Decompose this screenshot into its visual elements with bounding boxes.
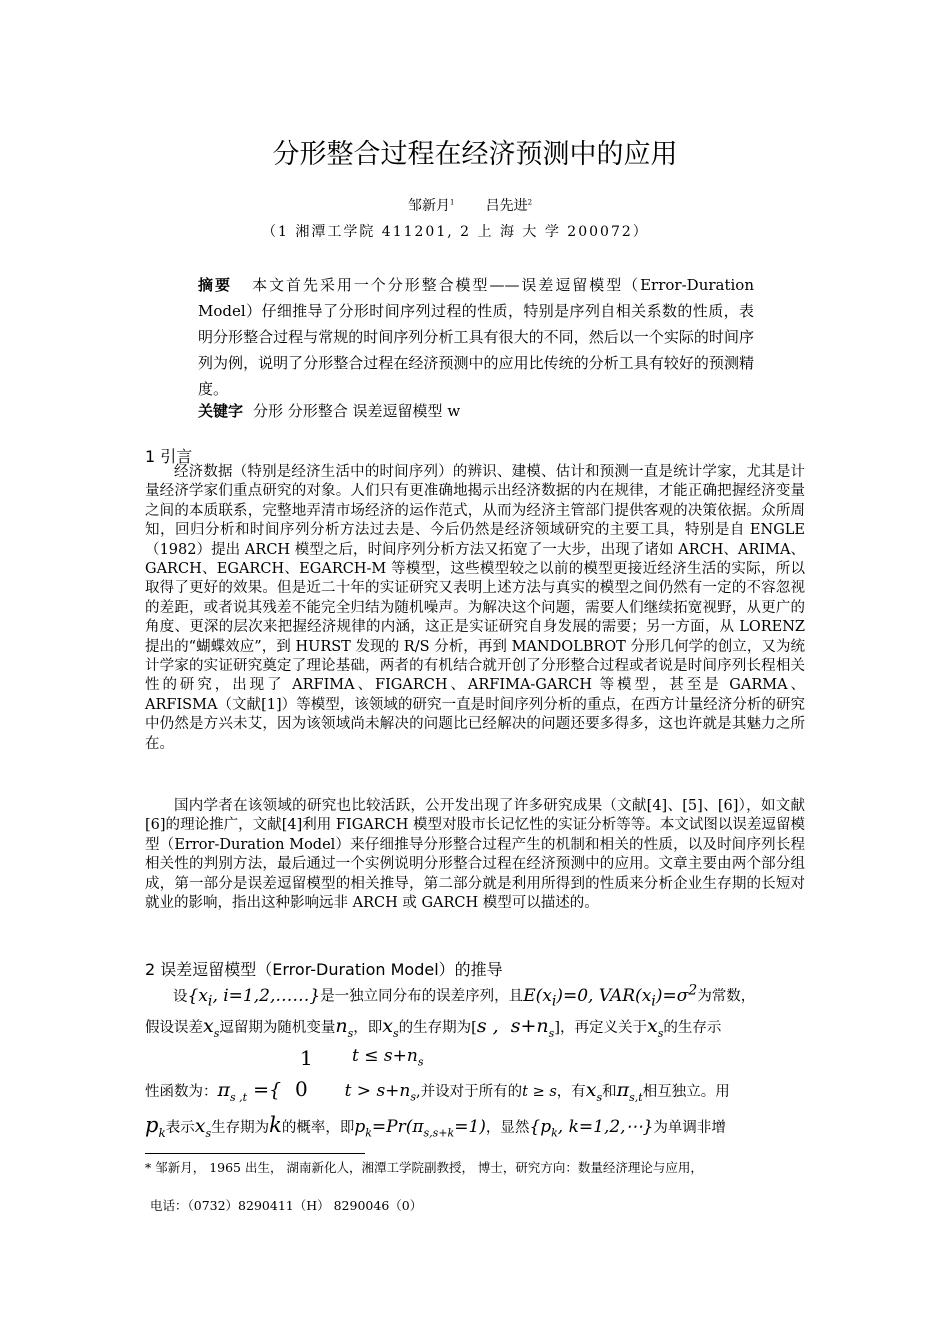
- paper-title: 分形整合过程在经济预测中的应用: [272, 139, 678, 170]
- section-1-paragraph-2: 国内学者在该领域的研究也比较活跃，公开发出现了许多研究成果（文献[4]、[5]、[6]），如文献[6]的理论推广，文献[4]利用 FIGARCH 模型对股市长记忆性的实证分析等等。本文试图以误差逗留模型（Error-Duration Model）来仔细推导分形整合过程产生的机制和相关的性质，以及时间序列长程相关性的判别方法，最后通过一个实例说明分形整合过程在经济预测中的应用。文章主要由两个部分组成，第一部分是误差逗留模型的相关推导，第二部分就是利用所得到的性质来分析企业生存期的长短对就业的影响，指出这种影响远非 ARCH 或 GARCH 模型可以描述的。: [145, 798, 805, 912]
- math-line-2: 假设误差$x_s$逗留期为随机变量$n_s$，即$x_s$的生存期为[s , $s+n_s$]，再定义关于$x_s$的生存示: [145, 1015, 722, 1040]
- section-1-paragraph-1: 经济数据（特别是经济生活中的时间序列）的辨识、建模、估计和预测一直是统计学家，尤其是计量经济学家们重点研究的对象。人们只有更准确地揭示出经济数据的内在规律，才能正确把握经济变量之间的本质联系，完整地弄清市场经济的运作范式，从而为经济主管部门提供客观的决策依据。众所周知，回归分析和时间序列分析方法过去是、今后仍然是经济领域研究的主要工具，特别是自 ENGLE（1982）提出 ARCH 模型之后，时间序列分析方法又拓宽了一大步，出现了诸如 ARCH、ARIMA、GARCH、EGARCH、EGARCH-M 等模型，这些模型较之以前的模型更接近经济生活的实际，所以取得了更好的效果。但是近二十年的实证研究又表明上述方法与真实的模型之间仍然有一定的不容忽视的差距，或者说其残差不能完全归结为随机噪声。为解决这个问题，需要人们继续拓宽视野，从更广的角度、更深的层次来把握经济规律的内涵，这正是实证研究自身发展的需要；另一方面，从 LORENZ 提出的“蝴蝶效应”，到 HURST 发现的 R/S 分析，再到 MANDOLBROT 分形几何学的创立，又为统计学家的实证研究奠定了理论基础，两者的有机结合就开创了分形整合过程或者说是时间序列长程相关性的研究，出现了 ARFIMA、FIGARCH、ARFIMA-GARCH 等模型，甚至是 GARMA、ARFISMA（文献[1]）等模型，该领域的研究一直是时间序列分析的重点，在西方计量经济分析的研究中仍然是方兴未艾，因为该领域尚未解决的问题比已经解决的问题还要多得多，这也许就是其魅力之所在。: [145, 464, 805, 752]
- piecewise-condition-1: $t \le s+n_s$: [352, 1046, 424, 1069]
- author-2: 吕先进: [485, 198, 528, 214]
- footnote-line-1: * 邹新月， 1965 出生， 湖南新化人，湘潭工学院副教授， 博士，研究方向：数量经济理论与应用，: [145, 1160, 703, 1175]
- abstract-label: 摘要: [198, 276, 232, 294]
- abstract-text: 本文首先采用一个分形整合模型——误差逗留模型（Error-Duration Model）仔细推导了分形时间序列过程的性质，特别是序列自相关系数的性质，表明分形整合过程与常规的时间序列分析工具有很大的不同，然后以一个实际的时间序列为例，说明了分形整合过程在经济预测中的应用比传统的分析工具有较好的预测精度。: [198, 276, 754, 398]
- section-1-heading: 1 引言: [145, 447, 193, 466]
- authors: [408, 195, 532, 215]
- math-line-3: 性函数为：$\pi_{s ,t}$ ={ 0 $t > s+n_s$,并设对于所有的t ≥ s，有$x_s$和$\pi_{s,t}$相互独立。用: [145, 1077, 730, 1104]
- author-1-sup: 1: [450, 198, 455, 207]
- math-line-1: 设{$x_i$, i=1,2,……}是一独立同分布的误差序列，且$E(x_i)=0$, $VAR(x_i)=\sigma^2$为常数，: [173, 982, 756, 1010]
- keywords: [198, 400, 460, 421]
- keywords-label: 关键字: [198, 402, 244, 420]
- piecewise-value-0: 0: [294, 1077, 308, 1101]
- formula-expectation: $E(x_i)=0$, $VAR(x_i)=\sigma^2$: [523, 982, 698, 1010]
- section-2-heading: 2 误差逗留模型（Error-Duration Model）的推导: [145, 960, 503, 979]
- piecewise-value-1: 1: [300, 1046, 313, 1070]
- author-1: 邹新月: [408, 198, 450, 214]
- footnote-divider: [145, 1153, 365, 1154]
- keywords-text: 分形 分形整合 误差逗留模型 w: [253, 402, 461, 420]
- formula-sequence: {$x_i$, i=1,2,……}: [187, 985, 321, 1010]
- author-2-sup: 2: [527, 198, 533, 207]
- footnote-line-2: 电话：（0732）8290411（H） 8290046（0）: [150, 1198, 423, 1213]
- affiliation: （1 湘潭工学院 411201, 2 上 海 大 学 200072）: [262, 224, 649, 240]
- math-line-4: $p_k$表示$x_s$生存期为k的概率，即$p_k=Pr(\pi_{s,s+k}=1)$，显然{$p_k$, k=1,2,⋯}为单调非增: [145, 1113, 726, 1141]
- abstract: [198, 272, 754, 402]
